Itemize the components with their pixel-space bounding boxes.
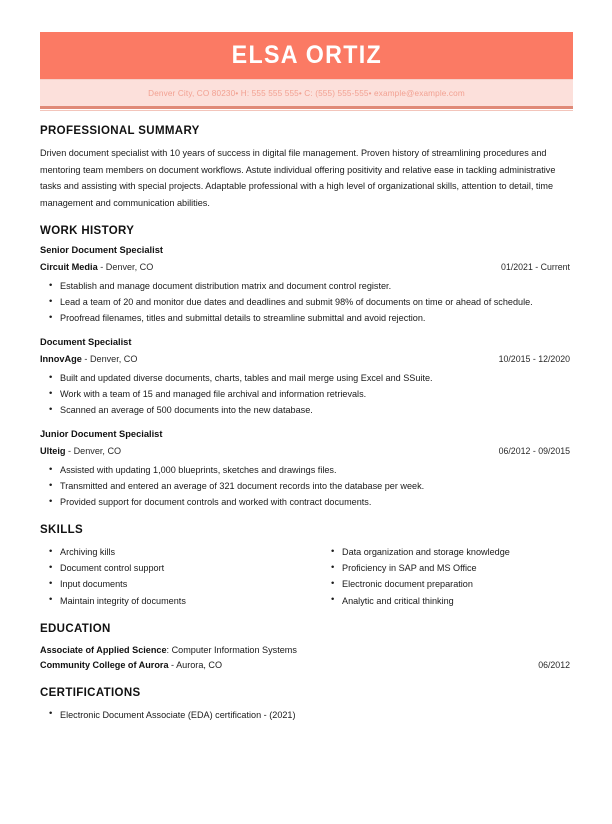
job-company: Circuit Media [40,262,98,272]
job-dates: 01/2021 - Current [501,262,570,272]
job-company-location [40,257,153,275]
skill-item: • Maintain integrity of documents [40,593,305,609]
job-bullet: • Establish and manage document distribution matrix and document control register. [40,278,570,294]
job-title: Senior Document Specialist [40,245,163,255]
resume-content [40,125,570,723]
job-bullet: • Work with a team of 15 and managed file archival and information retrievals. [40,386,570,402]
contact-band [40,79,573,106]
skill-item: • Input documents [40,576,305,592]
job-location: - Denver, CO [81,354,138,364]
job-company-location [40,441,121,459]
resume-header [40,32,573,111]
job-title: Junior Document Specialist [40,429,163,439]
skills-column-right [305,544,570,609]
header-rule-thin [40,110,573,111]
education-school: Community College of Aurora [40,659,169,670]
education-date: 06/2012 [538,659,570,670]
job-company: Ulteig [40,446,66,456]
section-title-education: EDUCATION [40,622,111,635]
education-field: : Computer Information Systems [166,644,297,655]
job-location: - Denver, CO [65,446,122,456]
job-bullet-list [40,462,570,510]
job-meta-row [40,349,570,367]
contact-line: Denver City, CO 80230• H: 555 555 555• C: (555) 555-555• example@example.com [148,88,465,98]
skill-item: • Data organization and storage knowledge [322,544,570,560]
education-school-location [40,658,222,673]
resume-page [0,32,612,824]
job-bullet: • Transmitted and entered an average of 321 document records into the database per week. [40,478,570,494]
skill-item: • Proficiency in SAP and MS Office [322,560,570,576]
job-meta-row [40,441,570,459]
skill-item: • Electronic document preparation [322,576,570,592]
job-bullet: • Scanned an average of 500 documents into the new database. [40,402,570,418]
job-bullet: • Proofread filenames, titles and submittal details to streamline submittal and avoid rejection. [40,310,570,326]
education-location: - Aurora, CO [168,659,223,670]
section-title-skills: SKILLS [40,524,83,536]
name-banner [40,32,573,79]
job-company-location [40,349,137,367]
skill-item: • Document control support [40,560,305,576]
education-school-row [40,658,570,673]
skills-columns [40,544,570,609]
job-location: - Denver, CO [97,262,154,272]
certifications-list [40,707,570,723]
section-work-history [40,225,570,510]
job-dates: 06/2012 - 09/2015 [498,446,570,456]
job-bullet-list [40,370,570,418]
education-degree: Associate of Applied Science [40,644,167,655]
skills-list-left [40,544,305,609]
candidate-name: ELSA ORTIZ [231,41,382,69]
certification-item: • Electronic Document Associate (EDA) certification - (2021) [40,707,570,723]
section-title-summary: PROFESSIONAL SUMMARY [40,125,200,137]
section-education [40,623,570,673]
section-professional-summary [40,125,570,211]
work-entry [40,429,570,510]
education-degree-row [40,643,570,658]
skill-item: • Archiving kills [40,544,305,560]
work-entry [40,337,570,418]
skills-list-right [322,544,570,609]
job-bullet: • Built and updated diverse documents, charts, tables and mail merge using Excel and SSuite. [40,370,570,386]
section-skills [40,524,570,609]
job-bullet-list [40,278,570,326]
section-certifications [40,687,570,723]
job-meta-row [40,257,570,275]
job-bullet: • Lead a team of 20 and monitor due dates and deadlines and submit 98% of documents on time or ahead of schedule. [40,294,570,310]
job-company: InnovAge [40,354,82,364]
work-entry [40,245,570,326]
summary-paragraph: Driven document specialist with 10 years of success in digital file management. Proven history of streamlining procedures and mentoring team members on document workflows. Astute individual offering positivity and relative ease in tackling administrative tasks and assisting with special projects. Adaptable professional with a high level of organizational skills, attention to detail, time management and communication abilities. [40,148,556,208]
job-bullet: • Assisted with updating 1,000 blueprints, sketches and drawings files. [40,462,570,478]
skill-item: • Analytic and critical thinking [322,593,570,609]
skills-column-left [40,544,305,609]
section-title-certifications: CERTIFICATIONS [40,686,141,699]
job-title: Document Specialist [40,337,132,347]
job-dates: 10/2015 - 12/2020 [498,354,570,364]
job-bullet: • Provided support for document controls and worked with contract documents. [40,494,570,510]
section-title-work-history: WORK HISTORY [40,225,135,237]
